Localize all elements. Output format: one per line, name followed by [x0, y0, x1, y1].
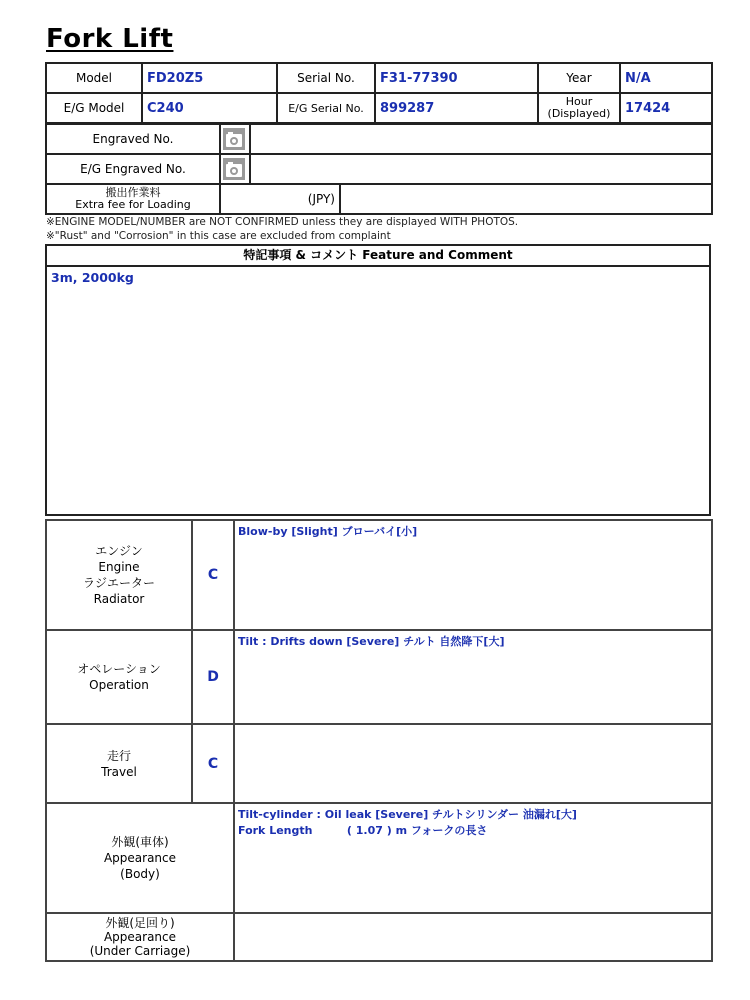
engine-label-en: Engine: [98, 560, 140, 574]
feature-body: 3m, 2000kg: [51, 270, 134, 285]
appearance-under-label-en: Appearance: [103, 930, 177, 944]
travel-label-jp: 走行: [106, 748, 131, 763]
inspection-table: [45, 519, 713, 962]
camera-icon[interactable]: [221, 156, 247, 182]
eg-model-value: C240: [142, 93, 277, 123]
appearance-body-label-en: Appearance: [103, 851, 177, 865]
travel-comment: [234, 724, 712, 803]
engraved-photo-cell[interactable]: [220, 124, 250, 154]
appearance-under-category: [46, 913, 234, 961]
model-value: FD20Z5: [142, 63, 277, 93]
operation-label-en: Operation: [89, 678, 149, 692]
travel-label-en: Travel: [101, 764, 137, 779]
feature-comment-box: [45, 244, 711, 516]
appearance-body-comment: [234, 803, 712, 913]
eg-engraved-photo-cell[interactable]: [220, 154, 250, 184]
eg-engraved-value: [250, 154, 712, 184]
note-engine-confirmation: ※ENGINE MODEL/NUMBER are NOT CONFIRMED unless they are displayed WITH PHOTOS.: [46, 216, 519, 228]
loading-fee-label: [46, 184, 220, 214]
travel-category: [46, 724, 192, 803]
spec-table: [45, 62, 713, 124]
eg-serial-label: E/G Serial No.: [277, 93, 375, 123]
eg-model-label: E/G Model: [46, 93, 142, 123]
year-label: Year: [538, 63, 620, 93]
eg-serial-value: 899287: [375, 93, 538, 123]
inspection-row-appearance-under: [46, 913, 712, 961]
loading-fee-value: [340, 184, 712, 214]
appearance-body-label-jp: 外観(車体): [111, 835, 169, 849]
engraved-table: [45, 123, 713, 215]
appearance-under-comment: [234, 913, 712, 961]
spec-row-eg: [46, 93, 712, 123]
hour-label-line2: (Displayed): [547, 107, 611, 120]
feature-header: 特記事項 & コメント Feature and Comment: [47, 246, 709, 267]
operation-label-jp: オペレーション: [77, 662, 161, 676]
engraved-row: [46, 124, 712, 154]
spec-row-model: [46, 63, 712, 93]
engraved-value: [250, 124, 712, 154]
appearance-under-label-jp: 外観(足回り): [105, 916, 175, 930]
engine-comment: Blow-by [Slight] ブローバイ[小]: [234, 520, 712, 630]
appearance-body-comment-1: Tilt-cylinder : Oil leak [Severe] チルトシリンダー 油漏れ[大]: [238, 808, 577, 821]
hour-label: [538, 93, 620, 123]
loading-fee-row: [46, 184, 712, 214]
eg-engraved-label: E/G Engraved No.: [46, 154, 220, 184]
hour-label-line1: Hour: [565, 95, 593, 108]
engraved-label: Engraved No.: [46, 124, 220, 154]
travel-grade: C: [192, 724, 234, 803]
appearance-under-label-en2: (Under Carriage): [89, 944, 191, 958]
engine-grade: C: [192, 520, 234, 630]
loading-fee-label-jp: 搬出作業料: [105, 186, 161, 199]
appearance-body-category: [46, 803, 234, 913]
serial-label: Serial No.: [277, 63, 375, 93]
serial-value: F31-77390: [375, 63, 538, 93]
model-label: Model: [46, 63, 142, 93]
loading-fee-label-en: Extra fee for Loading: [75, 198, 191, 211]
radiator-label-en: Radiator: [93, 592, 145, 606]
eg-engraved-row: [46, 154, 712, 184]
appearance-body-label-en2: (Body): [120, 867, 160, 881]
inspection-row-operation: [46, 630, 712, 724]
engine-label-jp: エンジン: [95, 544, 143, 558]
operation-comment: Tilt : Drifts down [Severe] チルト 自然降下[大]: [234, 630, 712, 724]
hour-value: 17424: [620, 93, 712, 123]
appearance-body-comment-2: Fork Length ( 1.07 ) m フォークの長さ: [238, 824, 488, 837]
note-rust-exclusion: ※"Rust" and "Corrosion" in this case are excluded from complaint: [46, 230, 391, 242]
operation-category: [46, 630, 192, 724]
inspection-row-appearance-body: [46, 803, 712, 913]
engine-category: [46, 520, 192, 630]
currency-label: (JPY): [220, 184, 340, 214]
page-title: Fork Lift: [46, 24, 174, 54]
year-value: N/A: [620, 63, 712, 93]
camera-icon[interactable]: [221, 126, 247, 152]
inspection-row-travel: [46, 724, 712, 803]
radiator-label-jp: ラジエーター: [82, 576, 155, 590]
inspection-row-engine: [46, 520, 712, 630]
operation-grade: D: [192, 630, 234, 724]
